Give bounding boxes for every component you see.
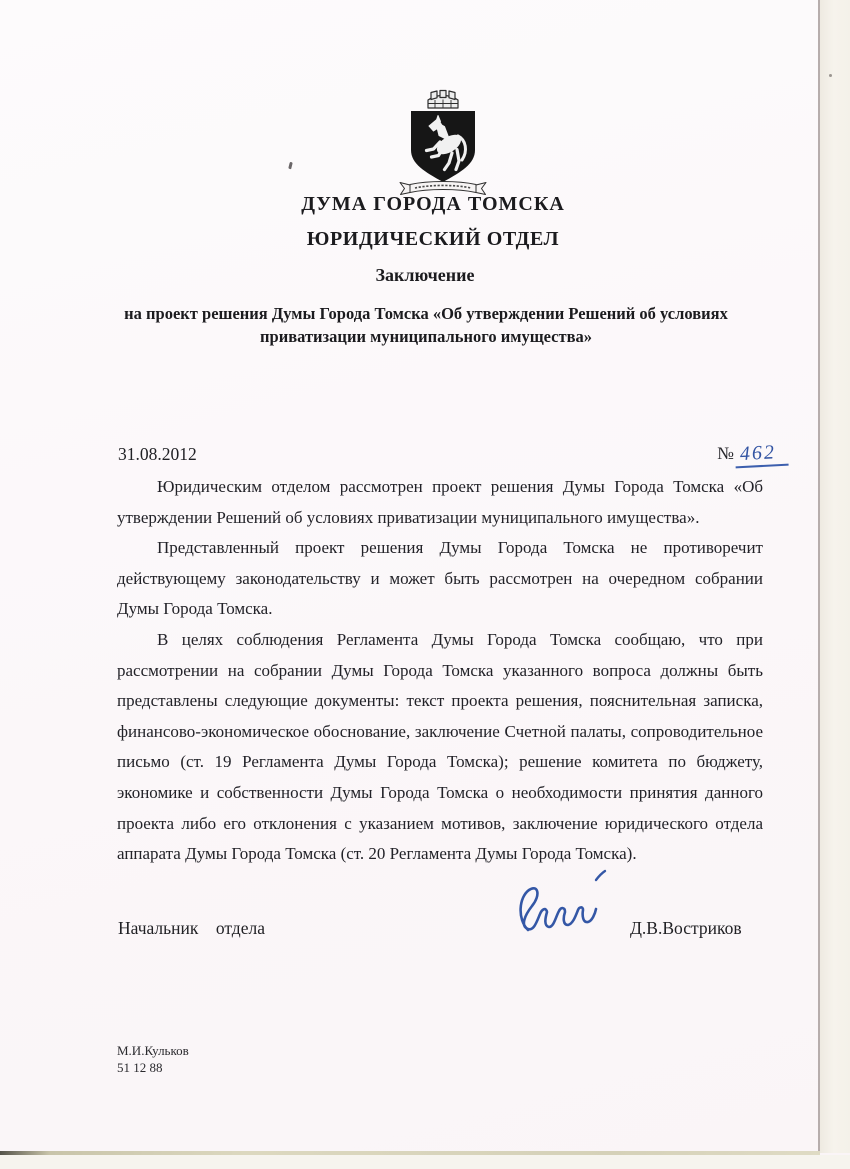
mural-crown-icon <box>428 91 458 109</box>
scan-speck <box>829 74 832 77</box>
handwritten-number: 462 <box>734 441 788 469</box>
paragraph: Представленный проект решения Думы Города Томска не противоречит действующему законодательству и может быть рассмотрен на очередном собрании Думы Города Томска. <box>117 538 763 619</box>
handwritten-signature <box>500 864 612 944</box>
scan-bottom-margin <box>0 1155 850 1169</box>
scan-right-edge-line <box>818 0 820 1153</box>
document-date: 31.08.2012 <box>118 444 197 464</box>
tomsk-coat-of-arms-icon <box>398 86 488 198</box>
org-name: ДУМА ГОРОДА ТОМСКА <box>301 193 565 215</box>
executor-block <box>117 1043 189 1076</box>
date-number-row <box>118 442 788 468</box>
executor-phone: 51 12 88 <box>117 1059 163 1075</box>
department-name: ЮРИДИЧЕСКИЙ ОТДЕЛ <box>306 228 560 250</box>
document-subtitle: на проект решения Думы Города Томска «Об утверждении Решений об условиях приватизации муниципального имущества» <box>124 304 728 346</box>
paragraph: В целях соблюдения Регламента Думы Города Томска сообщаю, что при рассмотрении на собрании Думы Города Томска указанного вопроса должны быть представлены следующие документы: текст проекта решения, пояснительная записка, финансово-экономическое обоснование, заключение Счетной палаты, сопроводительное письмо (ст. 19 Регламента Думы Города Томска); решение комитета по бюджету, экономике и собственности Думы Города Томска о необходимости принятия данного проекта либо его отклонения с указанием мотивов, заключение юридического отдела аппарата Думы Города Томска (ст. 20 Регламента Думы Города Томска). <box>117 629 763 864</box>
signer-role: Начальник отдела <box>118 918 265 938</box>
letter-body <box>117 472 763 870</box>
paragraph: Юридическим отделом рассмотрен проект решения Думы Города Томска «Об утверждении Решений об условиях приватизации муниципального имущества». <box>117 477 763 527</box>
document-number <box>717 442 788 467</box>
signer-name: Д.В.Востриков <box>630 918 742 938</box>
document-title: Заключение <box>375 265 475 285</box>
executor-name: М.И.Кульков <box>117 1043 189 1058</box>
scan-right-edge <box>820 0 850 1153</box>
number-sign-label: № <box>717 443 734 463</box>
scan-speck <box>288 162 293 170</box>
